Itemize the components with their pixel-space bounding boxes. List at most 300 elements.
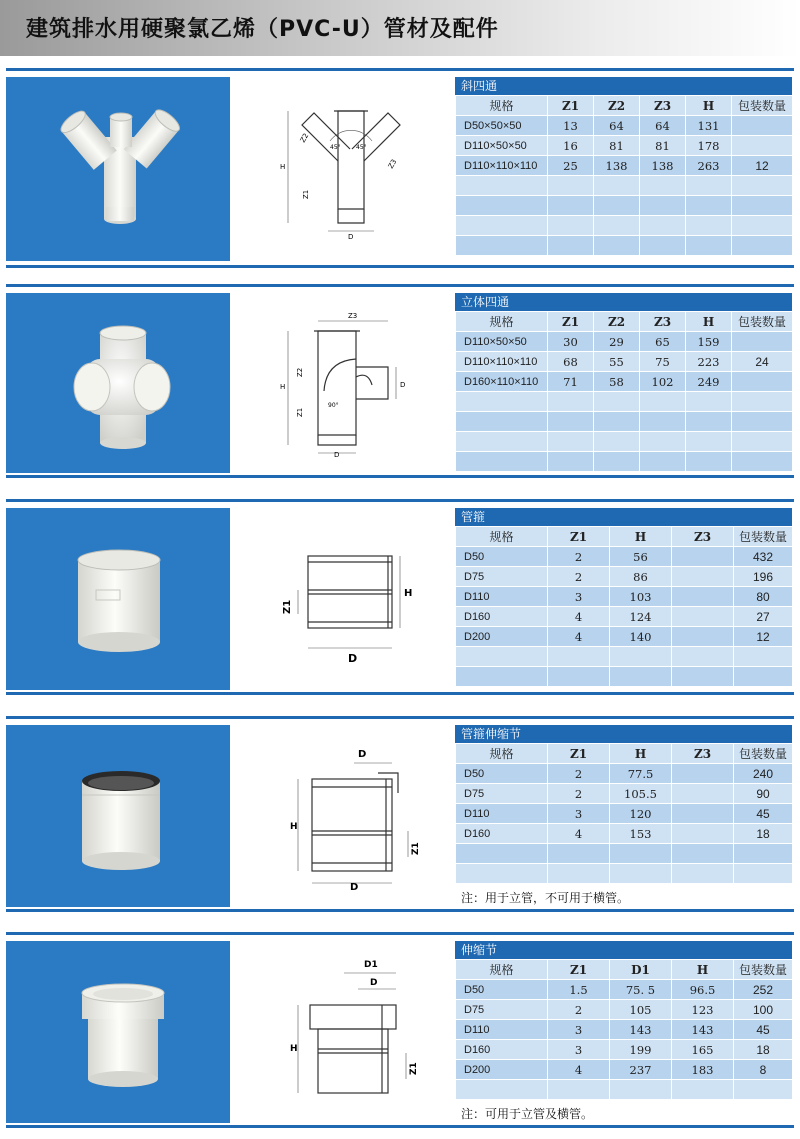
table-cell (640, 196, 686, 216)
table-cell: 105.5 (610, 784, 672, 804)
table-cell (548, 864, 610, 884)
table-cell (594, 452, 640, 472)
table-cell (672, 784, 734, 804)
table-cell: D50 (456, 764, 548, 784)
table-cell: 263 (686, 156, 732, 176)
table-cell: 3 (548, 804, 610, 824)
spec-table-coupling-expansion (455, 725, 792, 906)
section-oblique-cross (6, 68, 794, 268)
table-cell (732, 196, 793, 216)
table-cell (594, 236, 640, 256)
column-header: Z3 (672, 744, 734, 764)
drawing-label-z3: Z3 (386, 157, 399, 170)
table-cell: 8 (734, 1060, 793, 1080)
table-cell (732, 392, 793, 412)
table-cell: 3 (548, 587, 610, 607)
table-cell: D110×110×110 (456, 352, 548, 372)
3d-cross-drawing-icon (268, 307, 446, 457)
table-cell: 4 (548, 607, 610, 627)
table-cell: 240 (734, 764, 793, 784)
coupling-drawing-icon (268, 522, 446, 672)
table-row (456, 980, 793, 1000)
table-cell: 2 (548, 547, 610, 567)
table-cell (672, 824, 734, 844)
table-cell (456, 216, 548, 236)
drawing-label-z1: Z1 (296, 407, 304, 417)
table-cell: 68 (548, 352, 594, 372)
column-header: 规格 (456, 527, 548, 547)
table-cell: 71 (548, 372, 594, 392)
table-cell (610, 667, 672, 687)
table-row (456, 667, 793, 687)
table-row (456, 1000, 793, 1020)
table-cell (594, 392, 640, 412)
table-cell (732, 332, 793, 352)
table-row (456, 547, 793, 567)
table-title: 斜四通 (455, 77, 792, 95)
table-cell (548, 412, 594, 432)
table-row (456, 607, 793, 627)
table-cell: 4 (548, 1060, 610, 1080)
table-row (456, 627, 793, 647)
table-cell (610, 647, 672, 667)
table-cell (686, 236, 732, 256)
table-cell (686, 452, 732, 472)
table-cell: D160 (456, 824, 548, 844)
table-row (456, 764, 793, 784)
table-cell: 123 (672, 1000, 734, 1020)
drawing-label-d: D (348, 233, 354, 241)
table-cell: 143 (610, 1020, 672, 1040)
table-cell: 252 (734, 980, 793, 1000)
table-cell: 165 (672, 1040, 734, 1060)
table-row (456, 392, 793, 412)
drawing-label-h: H (404, 588, 413, 599)
oblique-cross-photo-icon (6, 77, 230, 261)
table-cell: 45 (734, 804, 793, 824)
table-cell: 223 (686, 352, 732, 372)
table-cell: 1.5 (548, 980, 610, 1000)
table-header-row (456, 96, 793, 116)
table-cell (594, 176, 640, 196)
drawing-label-d: D (348, 652, 358, 665)
table-row (456, 804, 793, 824)
table-cell (686, 392, 732, 412)
table-cell: D110×110×110 (456, 156, 548, 176)
table-cell: 81 (640, 136, 686, 156)
table-cell (548, 452, 594, 472)
table-title: 伸缩节 (455, 941, 792, 959)
table-cell (610, 864, 672, 884)
table-cell (456, 176, 548, 196)
drawing-label-z3: Z3 (348, 312, 358, 320)
table-cell: D50 (456, 980, 548, 1000)
column-header: H (610, 527, 672, 547)
column-header: 规格 (456, 744, 548, 764)
table-cell (548, 647, 610, 667)
table-cell: 4 (548, 824, 610, 844)
table-cell: 196 (734, 567, 793, 587)
product-photo-3d-cross (6, 293, 230, 473)
table-cell (456, 236, 548, 256)
table-cell (456, 844, 548, 864)
table-cell (672, 1080, 734, 1100)
table-cell: D110 (456, 1020, 548, 1040)
table-cell (456, 1080, 548, 1100)
table-cell (640, 412, 686, 432)
table-cell: D75 (456, 784, 548, 804)
table-row (456, 844, 793, 864)
drawing-oblique-cross (268, 91, 446, 241)
product-photo-coupling-expansion (6, 725, 230, 907)
table-cell: 183 (672, 1060, 734, 1080)
coupling-photo-icon (6, 508, 230, 690)
drawing-label-d: D (334, 451, 340, 457)
table-cell (732, 452, 793, 472)
table-row (456, 1060, 793, 1080)
table-cell: 30 (548, 332, 594, 352)
table-cell: 105 (610, 1000, 672, 1020)
table-cell: 102 (640, 372, 686, 392)
table-cell (640, 452, 686, 472)
table-cell: 138 (640, 156, 686, 176)
table-cell: D110×50×50 (456, 332, 548, 352)
table-cell (686, 432, 732, 452)
drawing-label-d: D (370, 978, 378, 988)
3d-cross-photo-icon (6, 293, 230, 473)
table-row (456, 824, 793, 844)
table-note: 注：用于立管，不可用于横管。 (461, 891, 630, 905)
table-cell: D75 (456, 567, 548, 587)
table-cell (610, 844, 672, 864)
column-header: 规格 (456, 960, 548, 980)
column-header: 包装数量 (732, 96, 793, 116)
table-cell: 12 (734, 627, 793, 647)
table-cell (686, 196, 732, 216)
spec-table-oblique-cross (455, 77, 792, 256)
table-cell: D200 (456, 627, 548, 647)
table-cell: 64 (640, 116, 686, 136)
table-cell (594, 432, 640, 452)
table-cell: 237 (610, 1060, 672, 1080)
table-cell (672, 587, 734, 607)
column-header: H (686, 312, 732, 332)
table-cell: 24 (732, 352, 793, 372)
table-cell: 138 (594, 156, 640, 176)
table-cell: 3 (548, 1040, 610, 1060)
table-cell (734, 864, 793, 884)
table-cell (548, 667, 610, 687)
table-cell (640, 392, 686, 412)
table-cell: 2 (548, 1000, 610, 1020)
table-cell (672, 647, 734, 667)
table-cell: 12 (732, 156, 793, 176)
drawing-label-z1: Z1 (409, 1062, 419, 1075)
table-cell: 86 (610, 567, 672, 587)
page-header (0, 0, 800, 56)
spec-table-coupling (455, 508, 792, 687)
column-header: H (672, 960, 734, 980)
table-cell: 75. 5 (610, 980, 672, 1000)
table-row (456, 452, 793, 472)
column-header: Z3 (640, 96, 686, 116)
table-cell (732, 412, 793, 432)
table-row (456, 136, 793, 156)
drawing-label-z1: Z1 (411, 842, 421, 855)
table-cell (672, 844, 734, 864)
table-title: 管箍 (455, 508, 792, 526)
page-title: 建筑排水用硬聚氯乙烯（PVC-U）管材及配件 (26, 17, 499, 42)
table-cell (732, 236, 793, 256)
drawing-label-d-top: D (358, 749, 367, 760)
column-header: H (610, 744, 672, 764)
table-cell (456, 196, 548, 216)
table-cell: 100 (734, 1000, 793, 1020)
drawing-label-z2: Z2 (298, 131, 311, 144)
table-cell (456, 452, 548, 472)
table-cell (640, 236, 686, 256)
table-cell (734, 667, 793, 687)
table-row (456, 352, 793, 372)
section-coupling-expansion (6, 716, 794, 912)
table-cell: 81 (594, 136, 640, 156)
table-cell (456, 647, 548, 667)
table-cell: 27 (734, 607, 793, 627)
column-header: 包装数量 (734, 960, 793, 980)
column-header: Z1 (548, 744, 610, 764)
table-cell: D75 (456, 1000, 548, 1020)
table-cell (610, 1080, 672, 1100)
table-cell: 55 (594, 352, 640, 372)
column-header: Z1 (548, 527, 610, 547)
product-photo-expansion-joint (6, 941, 230, 1123)
table-note: 注：可用于立管及横管。 (461, 1107, 594, 1121)
table-cell: 131 (686, 116, 732, 136)
coupling-expansion-photo-icon (6, 725, 230, 907)
section-3d-cross (6, 284, 794, 478)
drawing-label-z1: Z1 (282, 599, 293, 614)
table-row (456, 176, 793, 196)
table-cell: 13 (548, 116, 594, 136)
table-cell (732, 372, 793, 392)
table-cell (686, 412, 732, 432)
drawing-label-z1: Z1 (302, 189, 310, 199)
drawing-label-d-bottom: D (350, 882, 359, 891)
table-cell (548, 236, 594, 256)
table-cell: 124 (610, 607, 672, 627)
table-cell: 249 (686, 372, 732, 392)
drawing-coupling-expansion (268, 733, 446, 891)
drawing-expansion-joint (268, 949, 446, 1109)
table-row (456, 647, 793, 667)
table-cell (672, 864, 734, 884)
table-cell: 58 (594, 372, 640, 392)
table-row (456, 156, 793, 176)
table-cell (732, 216, 793, 236)
table-row (456, 116, 793, 136)
table-cell (548, 392, 594, 412)
table-cell (456, 667, 548, 687)
section-coupling (6, 499, 794, 695)
expansion-joint-drawing-icon (268, 949, 446, 1109)
table-cell: D50×50×50 (456, 116, 548, 136)
table-cell (548, 1080, 610, 1100)
table-cell: D160 (456, 1040, 548, 1060)
column-header: D1 (610, 960, 672, 980)
table-cell (732, 176, 793, 196)
table-row (456, 1040, 793, 1060)
column-header: Z3 (672, 527, 734, 547)
table-cell (672, 627, 734, 647)
table-cell (672, 804, 734, 824)
table-cell: 178 (686, 136, 732, 156)
table-row (456, 332, 793, 352)
table-cell (640, 432, 686, 452)
column-header: Z1 (548, 312, 594, 332)
table-cell (732, 136, 793, 156)
table-cell (548, 844, 610, 864)
table-cell: 56 (610, 547, 672, 567)
column-header: Z1 (548, 96, 594, 116)
table-cell: 2 (548, 567, 610, 587)
table-cell: 45 (734, 1020, 793, 1040)
table-cell (594, 412, 640, 432)
table-row (456, 372, 793, 392)
table-cell: D110 (456, 587, 548, 607)
table-cell: 18 (734, 824, 793, 844)
drawing-label-h: H (290, 822, 298, 832)
table-cell: 140 (610, 627, 672, 647)
table-cell (456, 864, 548, 884)
table-cell: 65 (640, 332, 686, 352)
drawing-label-z2: Z2 (296, 367, 304, 377)
table-cell: 96.5 (672, 980, 734, 1000)
table-cell: 2 (548, 764, 610, 784)
table-header-row (456, 312, 793, 332)
table-cell: D110×50×50 (456, 136, 548, 156)
table-cell (456, 432, 548, 452)
table-cell: 90 (734, 784, 793, 804)
column-header: 规格 (456, 312, 548, 332)
table-cell (640, 176, 686, 196)
table-row (456, 784, 793, 804)
table-cell (686, 176, 732, 196)
column-header: H (686, 96, 732, 116)
table-cell (734, 1080, 793, 1100)
drawing-label-h: H (280, 163, 286, 171)
table-cell (732, 432, 793, 452)
table-cell: 143 (672, 1020, 734, 1040)
drawing-label-angle2: 45° (356, 144, 367, 151)
table-cell: 199 (610, 1040, 672, 1060)
table-cell (672, 547, 734, 567)
drawing-label-angle1: 45° (330, 144, 341, 151)
table-title: 立体四通 (455, 293, 792, 311)
drawing-coupling (268, 522, 446, 672)
table-row (456, 236, 793, 256)
table-row (456, 432, 793, 452)
table-cell (732, 116, 793, 136)
table-cell: 77.5 (610, 764, 672, 784)
table-cell: 153 (610, 824, 672, 844)
table-cell: 75 (640, 352, 686, 372)
table-cell (686, 216, 732, 236)
table-cell: 25 (548, 156, 594, 176)
table-cell (640, 216, 686, 236)
column-header: 规格 (456, 96, 548, 116)
table-cell: 103 (610, 587, 672, 607)
column-header: Z3 (640, 312, 686, 332)
column-header: 包装数量 (732, 312, 793, 332)
table-row (456, 412, 793, 432)
table-cell (594, 196, 640, 216)
table-cell: 16 (548, 136, 594, 156)
product-photo-coupling (6, 508, 230, 690)
table-row (456, 1020, 793, 1040)
table-cell: 3 (548, 1020, 610, 1040)
section-expansion-joint (6, 932, 794, 1128)
table-row (456, 216, 793, 236)
drawing-label-d2: D (400, 381, 406, 389)
table-cell: D50 (456, 547, 548, 567)
table-cell: 64 (594, 116, 640, 136)
table-row (456, 567, 793, 587)
table-cell: 159 (686, 332, 732, 352)
drawing-label-angle: 90° (328, 402, 339, 409)
table-cell: 432 (734, 547, 793, 567)
table-cell (548, 216, 594, 236)
column-header: Z1 (548, 960, 610, 980)
table-cell (456, 412, 548, 432)
table-cell (456, 392, 548, 412)
column-header: 包装数量 (734, 744, 793, 764)
table-cell: D160 (456, 607, 548, 627)
table-title: 管箍伸缩节 (455, 725, 792, 743)
coupling-expansion-drawing-icon (268, 733, 446, 891)
table-cell: 4 (548, 627, 610, 647)
spec-table-3d-cross (455, 293, 792, 472)
table-cell: D160×110×110 (456, 372, 548, 392)
table-row (456, 1080, 793, 1100)
table-cell (548, 196, 594, 216)
column-header: Z2 (594, 312, 640, 332)
table-cell (548, 432, 594, 452)
table-cell: 18 (734, 1040, 793, 1060)
table-cell: 29 (594, 332, 640, 352)
table-cell: 120 (610, 804, 672, 824)
table-cell: D200 (456, 1060, 548, 1080)
table-cell (594, 216, 640, 236)
expansion-joint-photo-icon (6, 941, 230, 1123)
table-cell (672, 667, 734, 687)
table-cell: D110 (456, 804, 548, 824)
column-header: Z2 (594, 96, 640, 116)
drawing-label-h: H (280, 383, 286, 391)
table-cell (734, 647, 793, 667)
spec-table-expansion-joint (455, 941, 792, 1122)
table-row (456, 587, 793, 607)
table-row (456, 196, 793, 216)
table-header-row (456, 744, 793, 764)
table-cell (672, 607, 734, 627)
table-row (456, 864, 793, 884)
drawing-label-h: H (290, 1044, 298, 1054)
table-header-row (456, 527, 793, 547)
table-cell (734, 844, 793, 864)
table-cell (672, 567, 734, 587)
column-header: 包装数量 (734, 527, 793, 547)
product-photo-oblique-cross (6, 77, 230, 261)
